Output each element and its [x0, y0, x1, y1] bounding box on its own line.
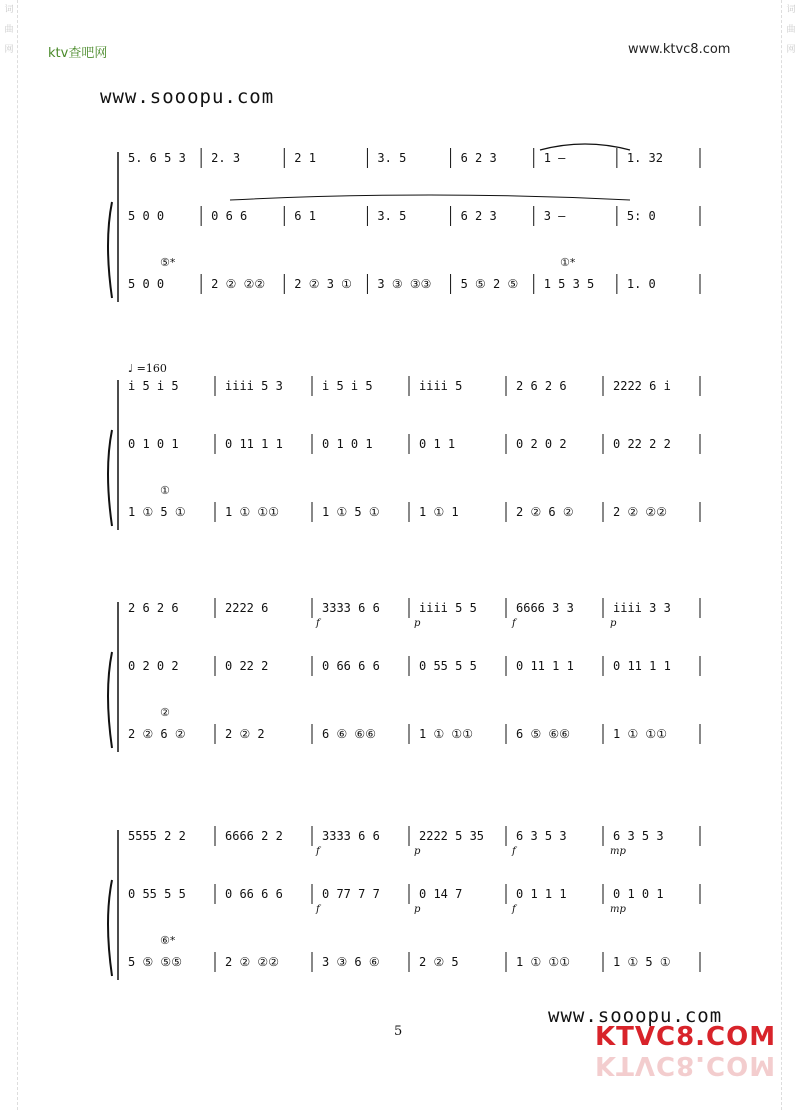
measure-bottom-notes: 2 ② ②②	[225, 955, 279, 969]
measure-top-notes: 5. 6 5 3	[128, 151, 186, 165]
dynamic-marking: p	[414, 618, 421, 629]
measure-bottom-notes: 1 ① ①①	[516, 955, 570, 969]
measure-bottom-notes: 1 ① 5 ①	[128, 505, 186, 519]
measure-top-notes: 2222 5 35	[419, 829, 485, 843]
measure-bottom-notes: 2 ② 6 ②	[128, 727, 186, 741]
measure-top-notes: iiii 3 3	[613, 601, 671, 615]
page-number: 5	[394, 1024, 403, 1039]
site-name-header: ktv查吧网	[48, 46, 108, 61]
measure-middle-notes: 3. 5	[377, 209, 407, 223]
measure-top-notes: 6666 3 3	[516, 601, 574, 615]
string-mark: ⑥*	[160, 934, 176, 947]
measure-top-notes: 1 –	[543, 151, 566, 165]
measure-bottom-notes: 3 ③ ③③	[377, 277, 432, 291]
measure-bottom-notes: 3 ③ 6 ⑥	[322, 955, 380, 969]
measure-top-notes: iiii 5 5	[419, 601, 477, 615]
measure-top-notes: 5555 2 2	[128, 829, 186, 843]
measure-bottom-notes: 6 ⑤ ⑥⑥	[516, 727, 570, 741]
measure-middle-notes: 0 1 0 1	[613, 887, 664, 901]
measure-middle-notes: 0 11 1 1	[516, 659, 574, 673]
measure-middle-notes: 0 1 0 1	[322, 437, 373, 451]
tie-arc-long	[230, 195, 630, 200]
measure-bottom-notes: 2 ② 2	[225, 727, 265, 741]
measure-middle-notes: 0 1 1	[419, 437, 456, 451]
measure-bottom-notes: 1 ① 5 ①	[322, 505, 380, 519]
measure-bottom-notes: 1 ① 1	[419, 505, 459, 519]
measure-top-notes: 2222 6	[225, 601, 269, 615]
dynamic-marking: f	[512, 846, 516, 857]
measure-bottom-notes: 5 0 0	[128, 277, 165, 291]
ktv-logo-reflection: KTVC8.COM	[595, 1050, 777, 1080]
dynamic-marking: mp	[610, 846, 626, 857]
measure-middle-notes: 0 55 5 5	[419, 659, 477, 673]
measure-middle-notes: 6 2 3	[460, 209, 497, 223]
system-brace	[108, 430, 112, 526]
measure-bottom-notes: 5 ⑤ 2 ⑤	[460, 277, 519, 291]
system-brace	[108, 652, 112, 748]
dynamic-marking: p	[610, 618, 617, 629]
measure-bottom-notes: 2 ② ②②	[613, 505, 667, 519]
dynamic-marking: f	[316, 904, 320, 915]
measure-middle-notes: 0 14 7	[419, 887, 463, 901]
measure-middle-notes: 0 66 6 6	[225, 887, 283, 901]
measure-top-notes: 6 3 5 3	[613, 829, 664, 843]
measure-middle-notes: 6 1	[294, 209, 316, 223]
measure-top-notes: iiii 5 3	[225, 379, 283, 393]
tempo-marking: ♩ =160	[128, 362, 167, 375]
measure-top-notes: iiii 5	[419, 379, 463, 393]
dynamic-marking: f	[316, 618, 320, 629]
measure-bottom-notes: 1 ① ①①	[613, 727, 667, 741]
measure-bottom-notes: 1 ① ①①	[419, 727, 473, 741]
site-url-header: www.ktvc8.com	[628, 42, 731, 57]
measure-bottom-notes: 5 ⑤ ⑤⑤	[128, 955, 182, 969]
measure-top-notes: 6 2 3	[460, 151, 497, 165]
measure-middle-notes: 0 6 6	[211, 209, 248, 223]
dynamic-marking: f	[512, 618, 516, 629]
measure-middle-notes: 0 11 1 1	[613, 659, 671, 673]
measure-bottom-notes: 2 ② 6 ②	[516, 505, 574, 519]
measure-top-notes: 2 6 2 6	[516, 379, 567, 393]
measure-top-notes: 2. 3	[211, 151, 241, 165]
system-brace	[108, 202, 112, 298]
right-side-watermark: 词 曲 网	[786, 5, 796, 55]
measure-middle-notes: 5: 0	[626, 209, 656, 223]
measure-middle-notes: 0 22 2	[225, 659, 269, 673]
measure-middle-notes: 0 1 0 1	[128, 437, 179, 451]
measure-middle-notes: 0 2 0 2	[128, 659, 179, 673]
measure-middle-notes: 0 77 7 7	[322, 887, 380, 901]
measure-bottom-notes: 1 5 3 5	[543, 277, 595, 291]
string-mark: ①*	[560, 256, 576, 269]
left-side-watermark: 词 曲 网	[4, 5, 14, 55]
measure-bottom-notes: 2 ② 3 ①	[294, 277, 352, 291]
measure-top-notes: 3. 5	[377, 151, 407, 165]
bottom-watermark-url: www.sooopu.com	[548, 1005, 723, 1027]
string-mark: ②	[160, 706, 170, 719]
dynamic-marking: p	[414, 904, 421, 915]
dynamic-marking: p	[414, 846, 421, 857]
measure-middle-notes: 0 66 6 6	[322, 659, 380, 673]
measure-middle-notes: 0 1 1 1	[516, 887, 567, 901]
dynamic-marking: f	[512, 904, 516, 915]
measure-top-notes: 2222 6 i	[613, 379, 671, 393]
measure-bottom-notes: 1. 0	[626, 277, 656, 291]
measure-top-notes: 1. 32	[626, 151, 663, 165]
dynamic-marking: f	[316, 846, 320, 857]
measure-bottom-notes: 1 ① ①①	[225, 505, 279, 519]
measure-bottom-notes: 6 ⑥ ⑥⑥	[322, 727, 376, 741]
string-mark: ⑤*	[160, 256, 176, 269]
string-mark: ①	[160, 484, 170, 497]
measure-middle-notes: 0 2 0 2	[516, 437, 567, 451]
dynamic-marking: mp	[610, 904, 626, 915]
system-brace	[108, 880, 112, 976]
measure-top-notes: 2 1	[294, 151, 316, 165]
measure-top-notes: i 5 i 5	[322, 379, 373, 393]
measure-top-notes: 3333 6 6	[322, 601, 380, 615]
measure-bottom-notes: 1 ① 5 ①	[613, 955, 671, 969]
ktv-logo: KTVC8.COM	[595, 1022, 777, 1052]
measure-middle-notes: 0 55 5 5	[128, 887, 186, 901]
measure-bottom-notes: 2 ② ②②	[211, 277, 266, 291]
measure-top-notes: 6666 2 2	[225, 829, 283, 843]
measure-middle-notes: 0 11 1 1	[225, 437, 283, 451]
measure-middle-notes: 3 –	[543, 209, 566, 223]
measure-middle-notes: 0 22 2 2	[613, 437, 671, 451]
measure-middle-notes: 5 0 0	[128, 209, 165, 223]
top-watermark-url: www.sooopu.com	[100, 86, 275, 108]
measure-bottom-notes: 2 ② 5	[419, 955, 459, 969]
measure-top-notes: 6 3 5 3	[516, 829, 567, 843]
measure-top-notes: 3333 6 6	[322, 829, 380, 843]
measure-top-notes: 2 6 2 6	[128, 601, 179, 615]
measure-top-notes: i 5 i 5	[128, 379, 179, 393]
